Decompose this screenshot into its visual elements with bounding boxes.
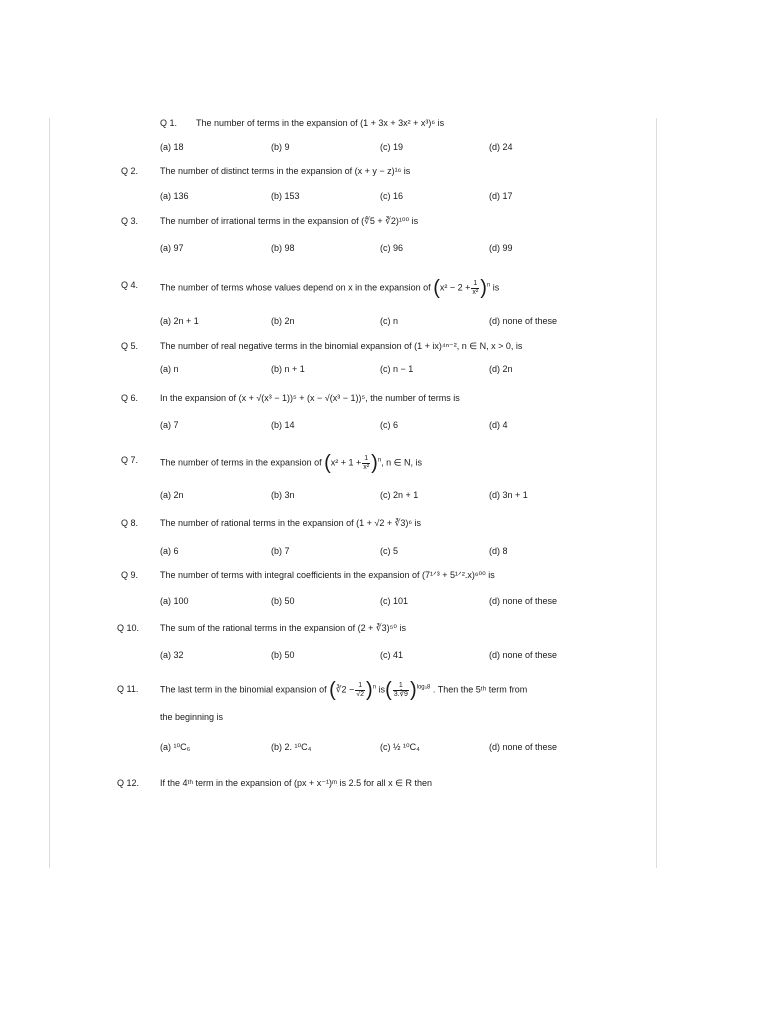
question-text-pre: In the expansion of bbox=[160, 393, 237, 403]
option-b: (b) n + 1 bbox=[271, 364, 305, 374]
fraction-denominator: x² bbox=[363, 463, 370, 471]
left-margin-line bbox=[49, 118, 50, 868]
option-c: (c) 6 bbox=[380, 420, 398, 430]
question-text bbox=[160, 393, 460, 403]
option-d: (d) none of these bbox=[489, 596, 558, 606]
question-number: Q 2. bbox=[121, 166, 139, 176]
option-a: (a) 97 bbox=[160, 243, 184, 253]
question-text bbox=[160, 518, 421, 529]
question-text-pre: The number of terms whose values depend on x in the expansion of bbox=[160, 282, 431, 293]
fraction bbox=[362, 455, 370, 472]
option-d: (d) 2n bbox=[489, 364, 513, 374]
question-text: The number of terms with integral coefficients in the expansion of (7¹ᐟ³ + 5¹ᐟ².x)⁶⁰⁰ is bbox=[160, 570, 495, 580]
question-number: Q 9. bbox=[121, 570, 139, 580]
exponent: n bbox=[377, 457, 382, 464]
question-number: Q 7. bbox=[121, 455, 139, 465]
option-c: (c) 41 bbox=[380, 650, 404, 660]
left-paren: ( bbox=[324, 452, 331, 474]
option-b: (b) 14 bbox=[271, 420, 295, 430]
option-d: (d) none of these bbox=[489, 742, 558, 752]
math-expression: ∛2 − bbox=[335, 684, 355, 695]
exponent: n bbox=[372, 684, 377, 691]
option-b: (b) 153 bbox=[271, 191, 300, 201]
question-text: The number of real negative terms in the binomial expansion of (1 + ix)⁴ⁿ⁻², n ∈ N, x > 0, is bbox=[160, 341, 523, 351]
fraction-2 bbox=[393, 682, 409, 699]
option-c: (c) 101 bbox=[380, 596, 409, 606]
right-paren: ) bbox=[371, 452, 378, 474]
math-expression: (x + √(x³ − 1))⁵ + (x − √(x³ − 1))⁵ bbox=[238, 393, 366, 403]
option-a: (a) n bbox=[160, 364, 179, 374]
option-c: (c) n − 1 bbox=[380, 364, 414, 374]
option-a: (a) 136 bbox=[160, 191, 189, 201]
option-b: (b) 2n bbox=[271, 316, 295, 326]
question-text-post: is bbox=[492, 282, 500, 293]
question-number: Q 5. bbox=[121, 341, 139, 351]
question-text-post: is bbox=[411, 216, 419, 226]
left-paren-2: ( bbox=[385, 679, 392, 701]
question-text bbox=[160, 623, 406, 634]
question-number: Q 6. bbox=[121, 393, 139, 403]
option-a: (a) 2n bbox=[160, 490, 184, 500]
fraction bbox=[471, 280, 479, 297]
option-c: (c) 19 bbox=[380, 142, 404, 152]
option-d: (d) none of these bbox=[489, 650, 558, 660]
fraction-numerator: 1 bbox=[355, 682, 365, 691]
option-c: (c) 16 bbox=[380, 191, 404, 201]
option-a: (a) 2n + 1 bbox=[160, 316, 199, 326]
option-c: (c) 5 bbox=[380, 546, 398, 556]
option-d: (d) 4 bbox=[489, 420, 508, 430]
question-text-pre: The number of rational terms in the expansion of bbox=[160, 518, 354, 528]
option-b: (b) 50 bbox=[271, 650, 295, 660]
question-text: If the 4ᵗʰ term in the expansion of (px + x⁻¹)ᵐ is 2.5 for all x ∈ R then bbox=[160, 778, 433, 788]
question-text-post: is bbox=[399, 623, 406, 633]
math-expression: (∜5 + ∛2)¹⁰⁰ bbox=[361, 216, 410, 226]
question-number: Q 1. bbox=[160, 118, 178, 128]
option-d: (d) none of these bbox=[489, 316, 558, 326]
left-paren: ( bbox=[329, 679, 336, 701]
option-c: (c) n bbox=[380, 316, 398, 326]
question-text-line-2: the beginning is bbox=[160, 712, 224, 722]
fraction bbox=[355, 682, 365, 699]
right-paren-2: ) bbox=[409, 679, 417, 701]
option-b: (b) 9 bbox=[271, 142, 290, 152]
fraction-denominator-2: 3.∛9 bbox=[393, 690, 408, 698]
option-b: (b) 50 bbox=[271, 596, 295, 606]
question-text-pre: The number of irrational terms in the expansion of bbox=[160, 216, 359, 226]
question-text bbox=[160, 680, 527, 700]
question-text-mid: is bbox=[378, 684, 386, 695]
question-number: Q 3. bbox=[121, 216, 139, 226]
question-number: Q 4. bbox=[121, 280, 139, 290]
option-a: (a) 7 bbox=[160, 420, 179, 430]
fraction-numerator: 1 bbox=[473, 279, 478, 287]
question-number: Q 12. bbox=[117, 778, 140, 788]
option-b: (b) 7 bbox=[271, 546, 290, 556]
fraction-numerator: 1 bbox=[364, 454, 369, 462]
question-text bbox=[160, 453, 422, 473]
fraction-denominator: √2 bbox=[356, 690, 365, 698]
fraction-numerator-2: 1 bbox=[393, 682, 409, 691]
option-a: (a) 18 bbox=[160, 142, 184, 152]
question-text-post: , the number of terms is bbox=[365, 393, 460, 403]
right-margin-line bbox=[656, 118, 657, 868]
option-d: (d) 8 bbox=[489, 546, 508, 556]
option-b: (b) 98 bbox=[271, 243, 295, 253]
fraction-denominator: x² bbox=[472, 288, 479, 296]
left-paren: ( bbox=[433, 277, 440, 299]
question-text-post: . Then the 5ᵗʰ term from bbox=[432, 684, 528, 695]
question-text bbox=[160, 216, 418, 227]
math-expression: (2 + ∛3)⁵⁰ bbox=[357, 623, 397, 633]
question-text bbox=[160, 278, 499, 298]
math-expression: x² + 1 + bbox=[330, 457, 362, 468]
option-a: (a) 100 bbox=[160, 596, 189, 606]
question-number: Q 10. bbox=[117, 623, 140, 633]
question-text-pre: The sum of the rational terms in the expansion of bbox=[160, 623, 356, 633]
option-b: (b) 2. ¹⁰C₄ bbox=[271, 742, 312, 752]
question-text: The number of terms in the expansion of (1 + 3x + 3x² + x³)⁶ is bbox=[196, 118, 445, 128]
option-a: (a) 6 bbox=[160, 546, 179, 556]
option-b: (b) 3n bbox=[271, 490, 295, 500]
question-number: Q 11. bbox=[117, 684, 139, 694]
option-a: (a) ¹⁰C₆ bbox=[160, 742, 191, 752]
exponent: n bbox=[486, 282, 491, 289]
question-text-post: , n ∈ N, is bbox=[381, 457, 423, 468]
question-text-pre: The number of terms in the expansion of bbox=[160, 457, 322, 468]
option-d: (d) 24 bbox=[489, 142, 513, 152]
question-text-post: is bbox=[414, 518, 422, 528]
right-paren: ) bbox=[480, 277, 487, 299]
math-expression: x² − 2 + bbox=[439, 282, 471, 293]
option-d: (d) 99 bbox=[489, 243, 513, 253]
question-text-pre: The last term in the binomial expansion of bbox=[160, 684, 327, 695]
question-text: The number of distinct terms in the expansion of (x + y − z)¹⁶ is bbox=[160, 166, 411, 176]
math-expression: (1 + √2 + ∛3)⁶ bbox=[356, 518, 413, 528]
option-a: (a) 32 bbox=[160, 650, 184, 660]
question-number: Q 8. bbox=[121, 518, 139, 528]
option-d: (d) 3n + 1 bbox=[489, 490, 528, 500]
option-c: (c) ½ ¹⁰C₄ bbox=[380, 742, 420, 752]
option-c: (c) 2n + 1 bbox=[380, 490, 419, 500]
option-d: (d) 17 bbox=[489, 191, 513, 201]
exponent-2: log₃8 bbox=[416, 684, 431, 691]
right-paren: ) bbox=[366, 679, 373, 701]
option-c: (c) 96 bbox=[380, 243, 404, 253]
